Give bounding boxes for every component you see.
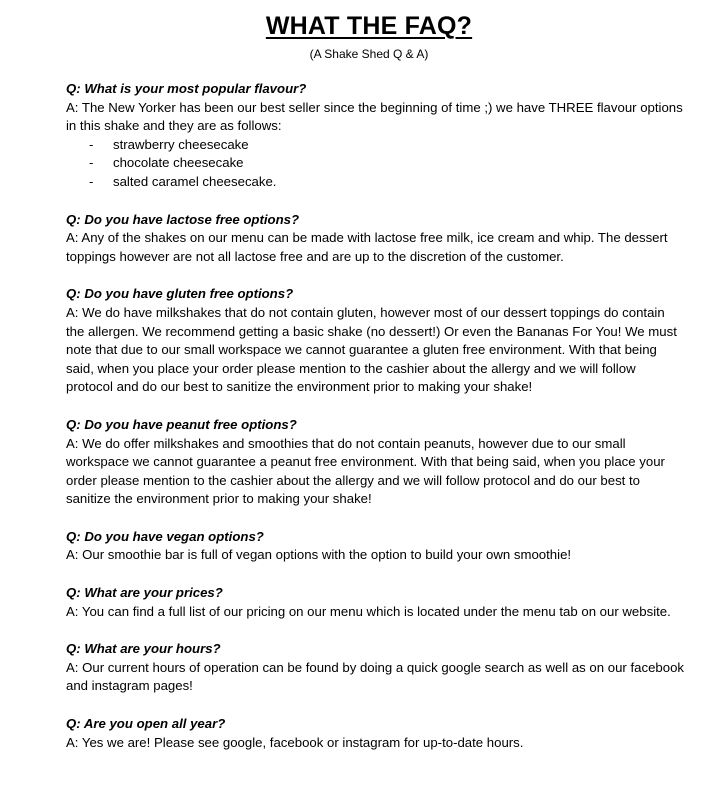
page-title: WHAT THE FAQ?: [265, 12, 473, 40]
answer: A: We do offer milkshakes and smoothies that do not contain peanuts, however due to our small workspace we cannot guarantee a peanut free environment. With that being said, when you place your order please mention to the cashier about the allergy and we will follow protocol and do our best to sanitize the environment prior to making your shake!: [66, 435, 665, 507]
faq-item-peanut-free: [66, 416, 686, 509]
answer: A: The New Yorker has been our best seller since the beginning of time ;) we have THREE flavour options in this shake and they are as follows:: [66, 99, 683, 134]
question: Q: Are you open all year?: [66, 716, 226, 732]
question: Q: What are your hours?: [66, 641, 221, 657]
faq-item-lactose-free: [66, 211, 686, 267]
faq-item-prices: [66, 584, 686, 621]
question: Q: Do you have peanut free options?: [66, 416, 297, 432]
answer: A: We do have milkshakes that do not contain gluten, however most of our dessert toppings do contain the allergen. We recommend getting a basic shake (no dessert!) Or even the Bananas For You! We must note that due to our small workspace we cannot guarantee a gluten free environment. With that being said, when you place your order please mention to the cashier about the allergy and we will follow protocol and do our best to sanitize the environment prior to making your shake!: [66, 304, 677, 395]
list-item-text: salted caramel cheesecake.: [113, 173, 277, 189]
answer: A: Our current hours of operation can be found by doing a quick google search as well as on our facebook and instagram pages!: [66, 659, 684, 694]
faq-item-open-all-year: [66, 715, 686, 752]
question: Q: What is your most popular flavour?: [66, 81, 307, 96]
faq-list: [66, 80, 686, 771]
question: Q: Do you have vegan options?: [66, 528, 264, 544]
question: Q: Do you have gluten free options?: [66, 286, 294, 302]
flavour-list: [66, 136, 686, 192]
answer: A: You can find a full list of our pricing on our menu which is located under the menu tab on our website.: [66, 603, 671, 619]
answer: A: Yes we are! Please see google, facebook or instagram for up-to-date hours.: [66, 734, 524, 750]
faq-item-popular-flavour: [66, 80, 686, 192]
question: Q: What are your prices?: [66, 585, 223, 601]
list-item-text: strawberry cheesecake: [113, 136, 249, 152]
faq-item-hours: [66, 640, 686, 696]
page-subtitle: (A Shake Shed Q & A): [309, 47, 429, 61]
list-item: - strawberry cheesecake: [89, 136, 249, 152]
faq-item-gluten-free: [66, 285, 686, 397]
faq-item-vegan: [66, 528, 686, 565]
list-item: - salted caramel cheesecake.: [89, 173, 277, 189]
list-item-text: chocolate cheesecake: [113, 155, 244, 171]
answer: A: Any of the shakes on our menu can be made with lactose free milk, ice cream and whip. The dessert toppings however are not all lactose free and are up to the discretion of the customer.: [66, 230, 668, 264]
answer: A: Our smoothie bar is full of vegan options with the option to build your own smoothie!: [66, 547, 572, 563]
question: Q: Do you have lactose free options?: [66, 211, 300, 227]
list-item: - chocolate cheesecake: [89, 155, 244, 171]
